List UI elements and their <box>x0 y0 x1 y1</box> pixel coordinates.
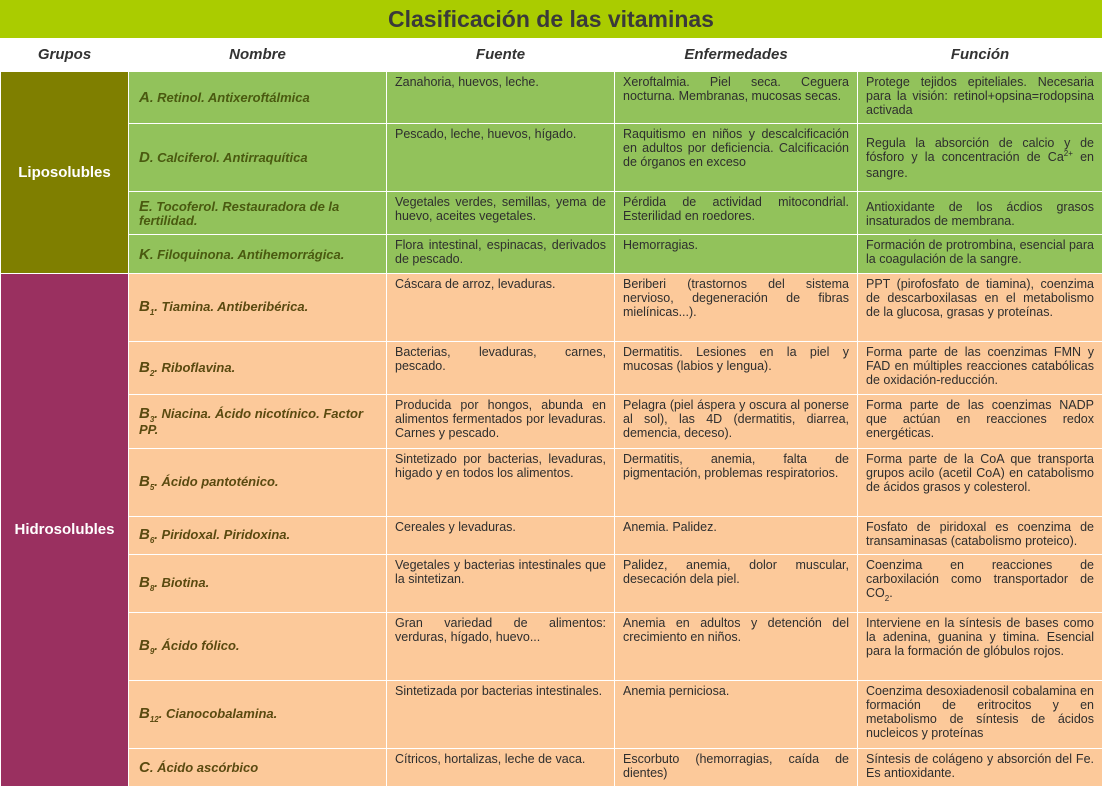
vitamin-letter: E <box>139 197 150 215</box>
header-row <box>1 39 1102 72</box>
vitamin-funcion: PPT (pirofosfato de tiamina), coenzima de descarboxilasas en el metabolismo de la glucosa, grasas y proteínas. <box>858 274 1102 342</box>
vitamin-name <box>129 235 387 274</box>
header-funcion: Función <box>858 39 1102 72</box>
vitamin-subscript: 2 <box>149 368 155 378</box>
vitamin-name-text: . Tiamina. Antiberibérica. <box>154 299 309 314</box>
vitamin-funcion <box>858 124 1102 192</box>
vitamin-name <box>129 681 387 749</box>
group-liposolubles: Liposolubles <box>1 72 129 274</box>
vitamin-subscript: 8 <box>149 584 155 593</box>
vitamin-name <box>129 449 387 517</box>
vitamin-enfermedades: Dermatitis, anemia, falta de pigmentación, problemas respiratorios. <box>615 449 858 517</box>
vitamin-name <box>129 274 387 342</box>
group-hidrosolubles: Hidrosolubles <box>1 274 129 787</box>
vitamin-name-text: . Piridoxal. Piridoxina. <box>154 527 291 542</box>
vitamin-name <box>129 749 387 787</box>
table-row <box>1 555 1102 613</box>
vitamin-enfermedades: Anemia. Palidez. <box>615 517 858 555</box>
table-row <box>1 395 1102 449</box>
vitamin-enfermedades: Anemia perniciosa. <box>615 681 858 749</box>
vitamin-letter: B <box>139 705 150 722</box>
vitamin-enfermedades: Pérdida de actividad mitocondrial. Esterilidad en roedores. <box>615 192 858 235</box>
header-fuente: Fuente <box>387 39 615 72</box>
vitamin-subscript: 9 <box>149 647 155 656</box>
vitamin-subscript: 3 <box>149 415 155 424</box>
vitamin-name-text: . Cianocobalamina. <box>158 706 278 721</box>
vitamin-name-text: . Filoquinona. Antihemorrágica. <box>149 246 345 262</box>
table-row <box>1 517 1102 555</box>
vitamin-enfermedades: Palidez, anemia, dolor muscular, desecación dela piel. <box>615 555 858 613</box>
table-row <box>1 449 1102 517</box>
vitamin-enfermedades: Hemorragias. <box>615 235 858 274</box>
vitamin-subscript: 6 <box>149 536 155 545</box>
vitamin-fuente: Bacterias, levaduras, carnes, pescado. <box>387 342 615 395</box>
vitamin-name <box>129 124 387 192</box>
vitamin-enfermedades: Xeroftalmia. Piel seca. Ceguera nocturna. Membranas, mucosas secas. <box>615 72 858 124</box>
vitamin-funcion: Forma parte de las coenzimas NADP que actúan en reacciones redox energéticas. <box>858 395 1102 449</box>
vitamin-name <box>129 395 387 449</box>
vitamin-enfermedades: Beriberi (trastornos del sistema nervioso, degeneración de fibras mielínicas...). <box>615 274 858 342</box>
vitamin-letter: B <box>139 298 150 315</box>
table-row <box>1 192 1102 235</box>
header-enfermedades: Enfermedades <box>615 39 858 72</box>
vitamin-fuente: Sintetizada por bacterias intestinales. <box>387 681 615 749</box>
vitamin-subscript: 1 <box>149 308 155 317</box>
vitamin-letter: K <box>139 245 150 263</box>
vitamin-funcion: Fosfato de piridoxal es coenzima de transaminasas (catabolismo proteico). <box>858 517 1102 555</box>
funcion-text-end: en sangre. <box>866 150 1094 180</box>
vitamin-fuente: Sintetizado por bacterias, levaduras, higado y en todos los alimentos. <box>387 449 615 517</box>
table-row <box>1 235 1102 274</box>
table-row <box>1 681 1102 749</box>
page-title: Clasificación de las vitaminas <box>388 5 714 32</box>
vitamin-name-text: . Ácido pantoténico. <box>154 474 279 489</box>
vitamin-subscript: 5 <box>149 483 155 492</box>
header-nombre: Nombre <box>129 39 387 72</box>
vitamin-letter: A <box>139 89 150 106</box>
vitamin-funcion: Coenzima desoxiadenosil cobalamina en formación de eritrocitos y en metabolismo de síntesis de ácidos nucleicos y proteínas <box>858 681 1102 749</box>
vitamin-name-text: . Ácido ascórbico <box>149 760 259 775</box>
header-grupos: Grupos <box>1 39 129 72</box>
vitamin-name-text: . Niacina. Ácido nicotínico. Factor PP. <box>139 406 364 437</box>
vitamin-fuente: Vegetales y bacterias intestinales que la sintetizan. <box>387 555 615 613</box>
vitamin-funcion: Antioxidante de los ácdios grasos insaturados de membrana. <box>858 192 1102 235</box>
vitamin-table <box>0 38 1102 787</box>
funcion-text-end: . <box>889 586 893 600</box>
funcion-text: Regula la absorción de calcio y de fósforo y la concentración de Ca <box>866 136 1094 164</box>
vitamin-funcion: Protege tejidos epiteliales. Necesaria para la visión: retinol+opsina=rodopsina activada <box>858 72 1102 124</box>
table-row <box>1 613 1102 681</box>
vitamin-funcion: Forma parte de la CoA que transporta grupos acilo (acetil CoA) en catabolismo de ácidos grasos y colesterol. <box>858 449 1102 517</box>
vitamin-letter: C <box>139 759 150 776</box>
vitamin-fuente: Vegetales verdes, semillas, yema de huevo, aceites vegetales. <box>387 192 615 235</box>
vitamin-enfermedades: Anemia en adultos y detención del crecimiento en niños. <box>615 613 858 681</box>
vitamin-letter: D <box>139 149 150 166</box>
table-row <box>1 749 1102 787</box>
vitamin-name-text: . Tocoferol. Restauradora de la fertilidad. <box>139 198 340 228</box>
vitamin-letter: B <box>139 574 150 591</box>
vitamin-funcion <box>858 555 1102 613</box>
vitamin-fuente: Cítricos, hortalizas, leche de vaca. <box>387 749 615 787</box>
vitamin-name <box>129 192 387 235</box>
vitamin-letter: B <box>139 473 150 490</box>
vitamin-name <box>129 555 387 613</box>
vitamin-funcion: Síntesis de colágeno y absorción del Fe. Es antioxidante. <box>858 749 1102 787</box>
vitamin-name-text: . Retinol. Antixeroftálmica <box>149 90 310 105</box>
vitamin-name-text: . Calciferol. Antirraquítica <box>149 150 308 165</box>
vitamin-fuente: Flora intestinal, espinacas, derivados de pescado. <box>387 235 615 274</box>
vitamin-funcion: Interviene en la síntesis de bases como la adenina, guanina y timina. Esencial para la formación de glóbulos rojos. <box>858 613 1102 681</box>
vitamin-fuente: Gran variedad de alimentos: verduras, hígado, huevo... <box>387 613 615 681</box>
table-row <box>1 274 1102 342</box>
vitamin-name <box>129 342 387 395</box>
funcion-text: Coenzima en reacciones de carboxilación como transportador de CO <box>866 558 1094 600</box>
vitamin-name-text: . Riboflavina. <box>154 359 236 375</box>
vitamin-letter: B <box>139 405 150 422</box>
table-row <box>1 342 1102 395</box>
vitamin-fuente: Pescado, leche, huevos, hígado. <box>387 124 615 192</box>
vitamin-fuente: Zanahoria, huevos, leche. <box>387 72 615 124</box>
vitamin-fuente: Producida por hongos, abunda en alimentos fermentados por levaduras. Carnes y pescado. <box>387 395 615 449</box>
vitamin-letter: B <box>139 637 150 654</box>
vitamin-name <box>129 613 387 681</box>
co2-subscript: 2 <box>884 594 890 603</box>
vitamin-name-text: . Ácido fólico. <box>154 638 240 653</box>
vitamin-name-text: . Biotina. <box>154 575 210 590</box>
table-row <box>1 72 1102 124</box>
vitamin-name <box>129 517 387 555</box>
vitamin-letter: B <box>139 526 150 543</box>
vitamin-funcion: Formación de protrombina, esencial para la coagulación de la sangre. <box>858 235 1102 274</box>
vitamin-subscript: 12 <box>149 715 159 724</box>
vitamin-fuente: Cáscara de arroz, levaduras. <box>387 274 615 342</box>
vitamin-name <box>129 72 387 124</box>
vitamin-fuente: Cereales y levaduras. <box>387 517 615 555</box>
vitamin-funcion: Forma parte de las coenzimas FMN y FAD en múltiples reacciones catabólicas de oxidación-reducción. <box>858 342 1102 395</box>
vitamin-enfermedades: Escorbuto (hemorragias, caída de dientes) <box>615 749 858 787</box>
vitamin-enfermedades: Pelagra (piel áspera y oscura al ponerse al sol), las 4D (dermatitis, diarrea, demencia, deceso). <box>615 395 858 449</box>
vitamin-enfermedades: Raquitismo en niños y descalcificación en adultos por deficiencia. Calcificación de órganos en exceso <box>615 124 858 192</box>
title-bar <box>0 0 1102 38</box>
ca-superscript: 2+ <box>1063 149 1073 158</box>
vitamin-letter: B <box>139 358 150 376</box>
table-row <box>1 124 1102 192</box>
vitamin-enfermedades: Dermatitis. Lesiones en la piel y mucosas (labios y lengua). <box>615 342 858 395</box>
